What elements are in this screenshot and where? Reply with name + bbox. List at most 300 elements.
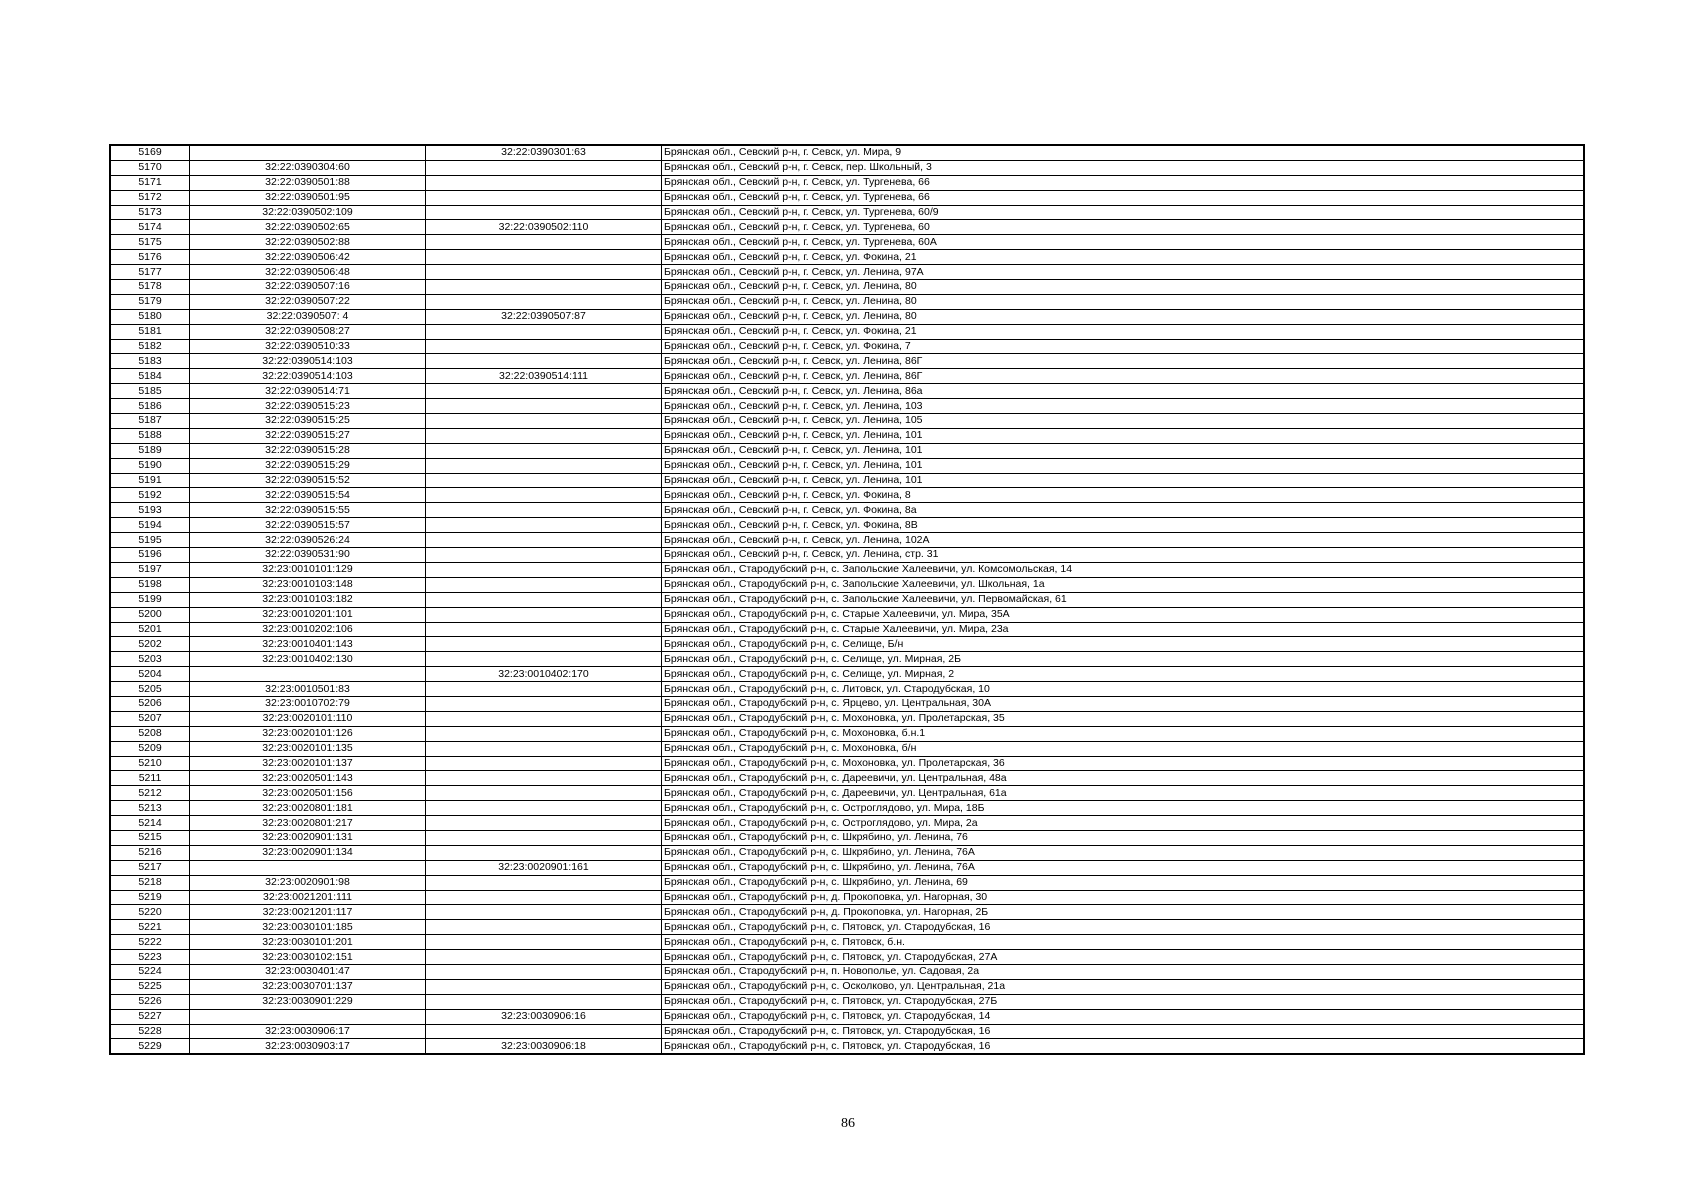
address-cell: Брянская обл., Стародубский р-н, с. Дареевичи, ул. Центральная, 48а: [662, 771, 1585, 786]
related-cadastral-number-cell: 32:23:0020901:161: [426, 860, 662, 875]
row-number-cell: 5220: [110, 905, 190, 920]
cadastral-number-cell: 32:23:0030903:17: [190, 1039, 426, 1054]
row-number-cell: 5180: [110, 309, 190, 324]
address-cell: Брянская обл., Стародубский р-н, с. Пятовск, ул. Стародубская, 16: [662, 1024, 1585, 1039]
row-number-cell: 5181: [110, 324, 190, 339]
related-cadastral-number-cell: [426, 741, 662, 756]
table-row: [110, 816, 1584, 831]
address-cell: Брянская обл., Стародубский р-н, с. Ярцево, ул. Центральная, 30А: [662, 696, 1585, 711]
related-cadastral-number-cell: [426, 354, 662, 369]
address-cell: Брянская обл., Севский р-н, г. Севск, ул. Фокина, 8а: [662, 503, 1585, 518]
related-cadastral-number-cell: [426, 756, 662, 771]
row-number-cell: 5173: [110, 205, 190, 220]
address-cell: Брянская обл., Стародубский р-н, с. Селище, ул. Мирная, 2Б: [662, 652, 1585, 667]
address-cell: Брянская обл., Севский р-н, г. Севск, ул. Ленина, 101: [662, 428, 1585, 443]
address-cell: Брянская обл., Севский р-н, г. Севск, ул. Ленина, 86Г: [662, 354, 1585, 369]
row-number-cell: 5170: [110, 160, 190, 175]
cadastral-number-cell: 32:23:0030102:151: [190, 950, 426, 965]
cadastral-number-cell: 32:23:0020101:137: [190, 756, 426, 771]
table-row: [110, 979, 1584, 994]
row-number-cell: 5221: [110, 920, 190, 935]
related-cadastral-number-cell: [426, 935, 662, 950]
related-cadastral-number-cell: 32:23:0030906:16: [426, 1009, 662, 1024]
address-cell: Брянская обл., Стародубский р-н, с. Запольские Халеевичи, ул. Школьная, 1а: [662, 577, 1585, 592]
related-cadastral-number-cell: [426, 920, 662, 935]
row-number-cell: 5224: [110, 964, 190, 979]
address-cell: Брянская обл., Стародубский р-н, с. Осколково, ул. Центральная, 21а: [662, 979, 1585, 994]
row-number-cell: 5217: [110, 860, 190, 875]
row-number-cell: 5206: [110, 696, 190, 711]
cadastral-number-cell: 32:23:0010103:148: [190, 577, 426, 592]
related-cadastral-number-cell: [426, 190, 662, 205]
related-cadastral-number-cell: [426, 607, 662, 622]
related-cadastral-number-cell: [426, 399, 662, 414]
cadastral-number-cell: 32:22:0390501:95: [190, 190, 426, 205]
related-cadastral-number-cell: [426, 324, 662, 339]
table-row: [110, 458, 1584, 473]
address-cell: Брянская обл., Севский р-н, г. Севск, ул. Ленина, 102А: [662, 533, 1585, 548]
table-row: [110, 473, 1584, 488]
table-row: [110, 592, 1584, 607]
address-cell: Брянская обл., Стародубский р-н, с. Пятовск, б.н.: [662, 935, 1585, 950]
cadastral-number-cell: 32:23:0020101:126: [190, 726, 426, 741]
cadastral-number-cell: 32:23:0010402:130: [190, 652, 426, 667]
table-row: [110, 369, 1584, 384]
cadastral-number-cell: 32:22:0390514:103: [190, 369, 426, 384]
related-cadastral-number-cell: [426, 622, 662, 637]
related-cadastral-number-cell: [426, 994, 662, 1009]
related-cadastral-number-cell: [426, 294, 662, 309]
table-row: [110, 637, 1584, 652]
row-number-cell: 5188: [110, 428, 190, 443]
address-cell: Брянская обл., Стародубский р-н, с. Мохоновка, б.н.1: [662, 726, 1585, 741]
table-row: [110, 726, 1584, 741]
address-cell: Брянская обл., Севский р-н, г. Севск, ул. Фокина, 8: [662, 488, 1585, 503]
cadastral-number-cell: 32:22:0390502:88: [190, 235, 426, 250]
cadastral-number-cell: 32:22:0390514:71: [190, 384, 426, 399]
row-number-cell: 5228: [110, 1024, 190, 1039]
cadastral-number-cell: 32:23:0010202:106: [190, 622, 426, 637]
related-cadastral-number-cell: 32:22:0390507:87: [426, 309, 662, 324]
related-cadastral-number-cell: [426, 562, 662, 577]
address-cell: Брянская обл., Севский р-н, г. Севск, ул. Мира, 9: [662, 145, 1585, 160]
related-cadastral-number-cell: [426, 205, 662, 220]
cadastral-number-cell: 32:22:0390526:24: [190, 533, 426, 548]
row-number-cell: 5193: [110, 503, 190, 518]
cadastral-number-cell: 32:22:0390515:27: [190, 428, 426, 443]
table-row: [110, 652, 1584, 667]
table-row: [110, 160, 1584, 175]
table-row: [110, 711, 1584, 726]
row-number-cell: 5190: [110, 458, 190, 473]
cadastral-number-cell: 32:23:0010702:79: [190, 696, 426, 711]
address-cell: Брянская обл., Севский р-н, г. Севск, ул. Тургенева, 60: [662, 220, 1585, 235]
related-cadastral-number-cell: 32:23:0010402:170: [426, 667, 662, 682]
related-cadastral-number-cell: [426, 280, 662, 295]
table-row: [110, 682, 1584, 697]
table-row: [110, 220, 1584, 235]
row-number-cell: 5198: [110, 577, 190, 592]
cadastral-number-cell: 32:23:0030906:17: [190, 1024, 426, 1039]
table-row: [110, 488, 1584, 503]
address-cell: Брянская обл., Стародубский р-н, с. Пятовск, ул. Стародубская, 16: [662, 920, 1585, 935]
row-number-cell: 5222: [110, 935, 190, 950]
row-number-cell: 5205: [110, 682, 190, 697]
cadastral-number-cell: 32:22:0390507:22: [190, 294, 426, 309]
row-number-cell: 5208: [110, 726, 190, 741]
cadastral-number-cell: 32:23:0010401:143: [190, 637, 426, 652]
row-number-cell: 5169: [110, 145, 190, 160]
related-cadastral-number-cell: [426, 875, 662, 890]
cadastral-number-cell: 32:22:0390515:52: [190, 473, 426, 488]
address-cell: Брянская обл., Стародубский р-н, с. Мохоновка, ул. Пролетарская, 35: [662, 711, 1585, 726]
cadastral-number-cell: [190, 667, 426, 682]
row-number-cell: 5183: [110, 354, 190, 369]
related-cadastral-number-cell: [426, 890, 662, 905]
row-number-cell: 5174: [110, 220, 190, 235]
related-cadastral-number-cell: [426, 160, 662, 175]
cadastral-number-cell: 32:23:0020901:134: [190, 845, 426, 860]
row-number-cell: 5172: [110, 190, 190, 205]
table-row: [110, 577, 1584, 592]
table-row: [110, 994, 1584, 1009]
cadastral-number-cell: 32:22:0390515:54: [190, 488, 426, 503]
address-cell: Брянская обл., Стародубский р-н, с. Пятовск, ул. Стародубская, 16: [662, 1039, 1585, 1054]
row-number-cell: 5196: [110, 548, 190, 563]
address-cell: Брянская обл., Стародубский р-н, с. Остроглядово, ул. Мира, 2а: [662, 816, 1585, 831]
cadastral-number-cell: 32:22:0390515:55: [190, 503, 426, 518]
row-number-cell: 5216: [110, 845, 190, 860]
related-cadastral-number-cell: 32:22:0390502:110: [426, 220, 662, 235]
row-number-cell: 5215: [110, 830, 190, 845]
address-cell: Брянская обл., Севский р-н, г. Севск, ул. Ленина, 103: [662, 399, 1585, 414]
related-cadastral-number-cell: [426, 652, 662, 667]
table-row: [110, 428, 1584, 443]
table-row: [110, 265, 1584, 280]
row-number-cell: 5227: [110, 1009, 190, 1024]
cadastral-number-cell: 32:23:0020101:135: [190, 741, 426, 756]
cadastral-number-cell: 32:22:0390510:33: [190, 339, 426, 354]
table-row: [110, 205, 1584, 220]
related-cadastral-number-cell: [426, 711, 662, 726]
cadastral-number-cell: 32:22:0390515:28: [190, 443, 426, 458]
address-cell: Брянская обл., Стародубский р-н, с. Пятовск, ул. Стародубская, 14: [662, 1009, 1585, 1024]
table-row: [110, 920, 1584, 935]
related-cadastral-number-cell: [426, 577, 662, 592]
cadastral-number-cell: 32:22:0390501:88: [190, 175, 426, 190]
row-number-cell: 5177: [110, 265, 190, 280]
cadastral-number-cell: 32:23:0030101:185: [190, 920, 426, 935]
row-number-cell: 5200: [110, 607, 190, 622]
cadastral-number-cell: 32:22:0390506:48: [190, 265, 426, 280]
cadastral-number-cell: 32:22:0390515:29: [190, 458, 426, 473]
cadastral-number-cell: 32:23:0010103:182: [190, 592, 426, 607]
related-cadastral-number-cell: [426, 950, 662, 965]
address-cell: Брянская обл., Севский р-н, г. Севск, ул. Ленина, 86Г: [662, 369, 1585, 384]
address-cell: Брянская обл., Севский р-н, г. Севск, ул. Ленина, 97А: [662, 265, 1585, 280]
related-cadastral-number-cell: [426, 592, 662, 607]
related-cadastral-number-cell: [426, 845, 662, 860]
cadastral-number-cell: 32:22:0390531:90: [190, 548, 426, 563]
row-number-cell: 5199: [110, 592, 190, 607]
cadastral-number-cell: 32:22:0390507:16: [190, 280, 426, 295]
table-row: [110, 309, 1584, 324]
table-row: [110, 339, 1584, 354]
row-number-cell: 5175: [110, 235, 190, 250]
table-row: [110, 175, 1584, 190]
address-cell: Брянская обл., Стародубский р-н, с. Шкрябино, ул. Ленина, 69: [662, 875, 1585, 890]
address-cell: Брянская обл., Стародубский р-н, с. Мохоновка, ул. Пролетарская, 36: [662, 756, 1585, 771]
address-cell: Брянская обл., Севский р-н, г. Севск, ул. Ленина, 105: [662, 414, 1585, 429]
row-number-cell: 5185: [110, 384, 190, 399]
row-number-cell: 5213: [110, 801, 190, 816]
cadastral-number-cell: 32:23:0020801:217: [190, 816, 426, 831]
row-number-cell: 5186: [110, 399, 190, 414]
cadastral-number-cell: 32:22:0390506:42: [190, 250, 426, 265]
row-number-cell: 5223: [110, 950, 190, 965]
related-cadastral-number-cell: [426, 384, 662, 399]
related-cadastral-number-cell: [426, 414, 662, 429]
address-cell: Брянская обл., Севский р-н, г. Севск, ул. Ленина, стр. 31: [662, 548, 1585, 563]
related-cadastral-number-cell: [426, 816, 662, 831]
related-cadastral-number-cell: 32:22:0390301:63: [426, 145, 662, 160]
row-number-cell: 5212: [110, 786, 190, 801]
table-row: [110, 518, 1584, 533]
address-cell: Брянская обл., Севский р-н, г. Севск, ул. Фокина, 21: [662, 250, 1585, 265]
table-row: [110, 324, 1584, 339]
related-cadastral-number-cell: [426, 979, 662, 994]
related-cadastral-number-cell: [426, 726, 662, 741]
cadastral-number-cell: 32:23:0020801:181: [190, 801, 426, 816]
table-row: [110, 280, 1584, 295]
row-number-cell: 5229: [110, 1039, 190, 1054]
related-cadastral-number-cell: [426, 1024, 662, 1039]
address-cell: Брянская обл., Стародубский р-н, с. Мохоновка, б/н: [662, 741, 1585, 756]
address-cell: Брянская обл., Севский р-н, г. Севск, ул. Тургенева, 66: [662, 175, 1585, 190]
cadastral-number-cell: 32:23:0030401:47: [190, 964, 426, 979]
related-cadastral-number-cell: 32:23:0030906:18: [426, 1039, 662, 1054]
cadastral-number-cell: 32:23:0021201:111: [190, 890, 426, 905]
row-number-cell: 5226: [110, 994, 190, 1009]
cadastral-number-cell: 32:22:0390515:23: [190, 399, 426, 414]
table-row: [110, 562, 1584, 577]
related-cadastral-number-cell: [426, 771, 662, 786]
row-number-cell: 5176: [110, 250, 190, 265]
table-row: [110, 443, 1584, 458]
table-row: [110, 905, 1584, 920]
table-row: [110, 1009, 1584, 1024]
table-row: [110, 756, 1584, 771]
table-row: [110, 384, 1584, 399]
address-cell: Брянская обл., Стародубский р-н, с. Пятовск, ул. Стародубская, 27А: [662, 950, 1585, 965]
address-cell: Брянская обл., Севский р-н, г. Севск, ул. Ленина, 101: [662, 443, 1585, 458]
table-row: [110, 145, 1584, 160]
cadastral-number-cell: 32:22:0390502:65: [190, 220, 426, 235]
table-row: [110, 607, 1584, 622]
address-cell: Брянская обл., Стародубский р-н, с. Литовск, ул. Стародубская, 10: [662, 682, 1585, 697]
address-cell: Брянская обл., Севский р-н, г. Севск, ул. Ленина, 80: [662, 280, 1585, 295]
related-cadastral-number-cell: [426, 533, 662, 548]
cadastral-number-cell: 32:23:0010101:129: [190, 562, 426, 577]
address-cell: Брянская обл., Севский р-н, г. Севск, ул. Фокина, 21: [662, 324, 1585, 339]
cadastral-number-cell: [190, 860, 426, 875]
related-cadastral-number-cell: [426, 696, 662, 711]
address-cell: Брянская обл., Стародубский р-н, с. Остроглядово, ул. Мира, 18Б: [662, 801, 1585, 816]
address-cell: Брянская обл., Севский р-н, г. Севск, ул. Ленина, 80: [662, 294, 1585, 309]
related-cadastral-number-cell: [426, 250, 662, 265]
cadastral-number-cell: 32:23:0010201:101: [190, 607, 426, 622]
cadastral-number-cell: 32:23:0030701:137: [190, 979, 426, 994]
row-number-cell: 5179: [110, 294, 190, 309]
table-row: [110, 235, 1584, 250]
address-cell: Брянская обл., Стародубский р-н, с. Шкрябино, ул. Ленина, 76А: [662, 860, 1585, 875]
row-number-cell: 5204: [110, 667, 190, 682]
page-number: 86: [841, 1116, 855, 1131]
row-number-cell: 5211: [110, 771, 190, 786]
table-row: [110, 1024, 1584, 1039]
table-row: [110, 875, 1584, 890]
related-cadastral-number-cell: [426, 964, 662, 979]
address-cell: Брянская обл., Стародубский р-н, с. Шкрябино, ул. Ленина, 76А: [662, 845, 1585, 860]
address-cell: Брянская обл., Севский р-н, г. Севск, ул. Ленина, 101: [662, 473, 1585, 488]
cadastral-number-cell: 32:23:0020901:131: [190, 830, 426, 845]
table-row: [110, 667, 1584, 682]
related-cadastral-number-cell: [426, 682, 662, 697]
table-row: [110, 414, 1584, 429]
address-cell: Брянская обл., Стародубский р-н, с. Старые Халеевичи, ул. Мира, 35А: [662, 607, 1585, 622]
cadastral-number-cell: 32:23:0020501:143: [190, 771, 426, 786]
cadastral-number-cell: 32:23:0030101:201: [190, 935, 426, 950]
row-number-cell: 5195: [110, 533, 190, 548]
row-number-cell: 5218: [110, 875, 190, 890]
row-number-cell: 5184: [110, 369, 190, 384]
address-cell: Брянская обл., Стародубский р-н, с. Дареевичи, ул. Центральная, 61а: [662, 786, 1585, 801]
cadastral-number-cell: 32:22:0390508:27: [190, 324, 426, 339]
cadastral-number-cell: [190, 1009, 426, 1024]
table-row: [110, 696, 1584, 711]
related-cadastral-number-cell: [426, 339, 662, 354]
row-number-cell: 5214: [110, 816, 190, 831]
related-cadastral-number-cell: [426, 786, 662, 801]
related-cadastral-number-cell: [426, 905, 662, 920]
address-cell: Брянская обл., Стародубский р-н, с. Селище, ул. Мирная, 2: [662, 667, 1585, 682]
row-number-cell: 5197: [110, 562, 190, 577]
address-cell: Брянская обл., Стародубский р-н, с. Селище, Б/н: [662, 637, 1585, 652]
row-number-cell: 5202: [110, 637, 190, 652]
related-cadastral-number-cell: [426, 473, 662, 488]
table-row: [110, 741, 1584, 756]
address-cell: Брянская обл., Стародубский р-н, с. Запольские Халеевичи, ул. Комсомольская, 14: [662, 562, 1585, 577]
row-number-cell: 5209: [110, 741, 190, 756]
row-number-cell: 5178: [110, 280, 190, 295]
cadastral-number-cell: 32:22:0390515:25: [190, 414, 426, 429]
related-cadastral-number-cell: [426, 503, 662, 518]
address-cell: Брянская обл., Севский р-н, г. Севск, ул. Фокина, 7: [662, 339, 1585, 354]
related-cadastral-number-cell: [426, 548, 662, 563]
table-row: [110, 622, 1584, 637]
row-number-cell: 5182: [110, 339, 190, 354]
table-row: [110, 845, 1584, 860]
cadastral-number-cell: 32:22:0390304:60: [190, 160, 426, 175]
row-number-cell: 5219: [110, 890, 190, 905]
table-row: [110, 533, 1584, 548]
table-row: [110, 890, 1584, 905]
related-cadastral-number-cell: [426, 443, 662, 458]
table-row: [110, 250, 1584, 265]
address-cell: Брянская обл., Севский р-н, г. Севск, пер. Школьный, 3: [662, 160, 1585, 175]
related-cadastral-number-cell: [426, 518, 662, 533]
cadastral-number-cell: 32:22:0390507: 4: [190, 309, 426, 324]
registry-table-body: [110, 145, 1584, 1054]
address-cell: Брянская обл., Стародубский р-н, с. Шкрябино, ул. Ленина, 76: [662, 830, 1585, 845]
cadastral-number-cell: [190, 145, 426, 160]
cadastral-number-cell: 32:22:0390514:103: [190, 354, 426, 369]
table-row: [110, 786, 1584, 801]
cadastral-number-cell: 32:23:0020101:110: [190, 711, 426, 726]
table-row: [110, 935, 1584, 950]
cadastral-number-cell: 32:23:0010501:83: [190, 682, 426, 697]
address-cell: Брянская обл., Стародубский р-н, п. Новополье, ул. Садовая, 2а: [662, 964, 1585, 979]
related-cadastral-number-cell: [426, 637, 662, 652]
table-row: [110, 771, 1584, 786]
row-number-cell: 5192: [110, 488, 190, 503]
row-number-cell: 5171: [110, 175, 190, 190]
related-cadastral-number-cell: [426, 458, 662, 473]
address-cell: Брянская обл., Севский р-н, г. Севск, ул. Тургенева, 66: [662, 190, 1585, 205]
cadastral-number-cell: 32:22:0390502:109: [190, 205, 426, 220]
related-cadastral-number-cell: [426, 801, 662, 816]
address-cell: Брянская обл., Стародубский р-н, с. Старые Халеевичи, ул. Мира, 23а: [662, 622, 1585, 637]
registry-table: [109, 144, 1585, 1055]
address-cell: Брянская обл., Стародубский р-н, д. Прокоповка, ул. Нагорная, 2Б: [662, 905, 1585, 920]
address-cell: Брянская обл., Севский р-н, г. Севск, ул. Тургенева, 60А: [662, 235, 1585, 250]
row-number-cell: 5203: [110, 652, 190, 667]
address-cell: Брянская обл., Севский р-н, г. Севск, ул. Ленина, 86а: [662, 384, 1585, 399]
cadastral-number-cell: 32:23:0030901:229: [190, 994, 426, 1009]
address-cell: Брянская обл., Севский р-н, г. Севск, ул. Ленина, 101: [662, 458, 1585, 473]
row-number-cell: 5225: [110, 979, 190, 994]
address-cell: Брянская обл., Стародубский р-н, д. Прокоповка, ул. Нагорная, 30: [662, 890, 1585, 905]
address-cell: Брянская обл., Севский р-н, г. Севск, ул. Ленина, 80: [662, 309, 1585, 324]
cadastral-number-cell: 32:23:0020501:156: [190, 786, 426, 801]
row-number-cell: 5201: [110, 622, 190, 637]
row-number-cell: 5189: [110, 443, 190, 458]
row-number-cell: 5191: [110, 473, 190, 488]
row-number-cell: 5187: [110, 414, 190, 429]
table-row: [110, 801, 1584, 816]
related-cadastral-number-cell: [426, 175, 662, 190]
related-cadastral-number-cell: [426, 428, 662, 443]
address-cell: Брянская обл., Севский р-н, г. Севск, ул. Тургенева, 60/9: [662, 205, 1585, 220]
cadastral-number-cell: 32:23:0021201:117: [190, 905, 426, 920]
related-cadastral-number-cell: 32:22:0390514:111: [426, 369, 662, 384]
row-number-cell: 5207: [110, 711, 190, 726]
related-cadastral-number-cell: [426, 265, 662, 280]
cadastral-number-cell: 32:22:0390515:57: [190, 518, 426, 533]
row-number-cell: 5194: [110, 518, 190, 533]
cadastral-number-cell: 32:23:0020901:98: [190, 875, 426, 890]
address-cell: Брянская обл., Стародубский р-н, с. Запольские Халеевичи, ул. Первомайская, 61: [662, 592, 1585, 607]
address-cell: Брянская обл., Стародубский р-н, с. Пятовск, ул. Стародубская, 27Б: [662, 994, 1585, 1009]
table-row: [110, 399, 1584, 414]
table-row: [110, 503, 1584, 518]
table-row: [110, 950, 1584, 965]
table-row: [110, 964, 1584, 979]
table-row: [110, 190, 1584, 205]
row-number-cell: 5210: [110, 756, 190, 771]
related-cadastral-number-cell: [426, 488, 662, 503]
related-cadastral-number-cell: [426, 830, 662, 845]
